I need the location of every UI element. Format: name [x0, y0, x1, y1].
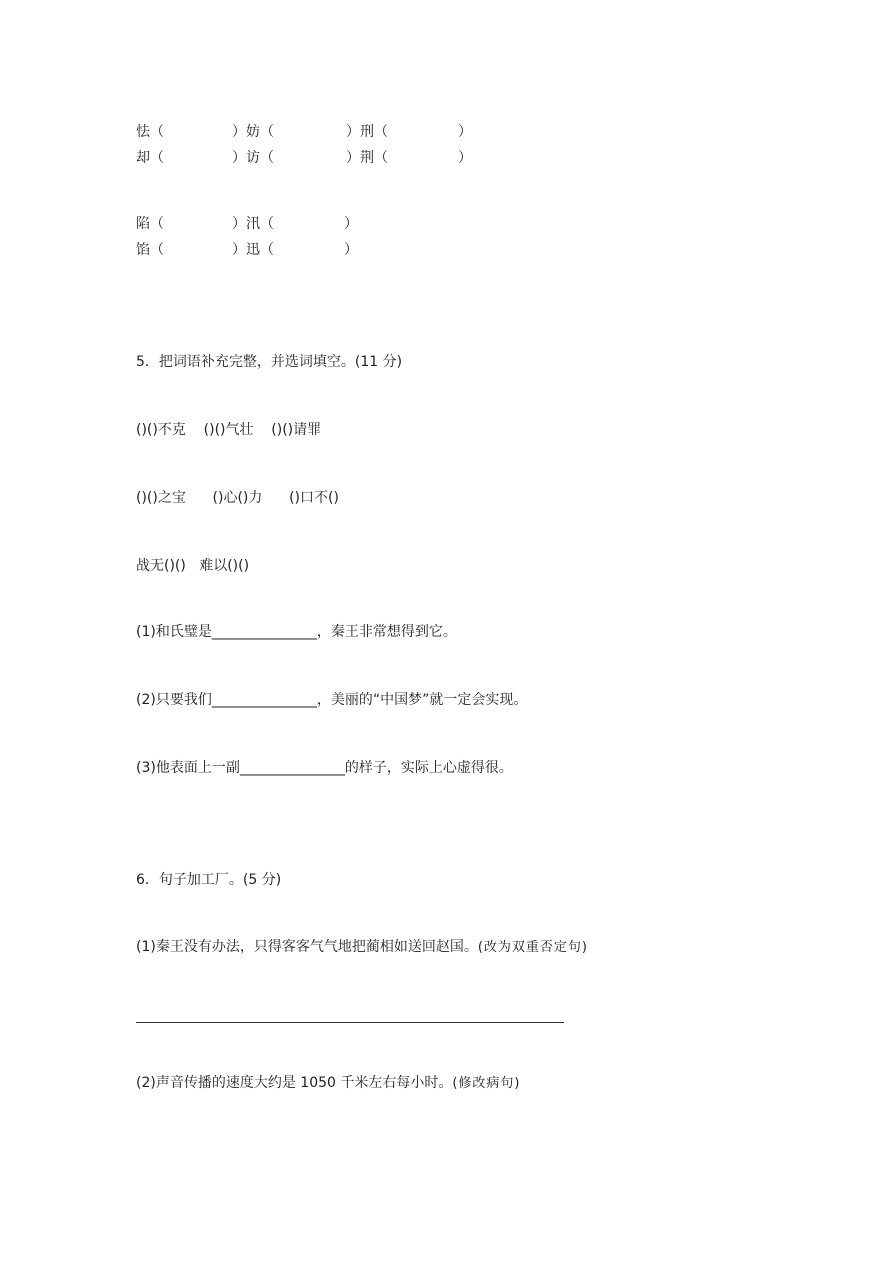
q6-item-2-text: (2)声音传播的速度大约是 1050 千米左右每小时。 [136, 1075, 453, 1091]
q5-words-line-2: ()()之宝 ()心()力 ()口不() [136, 490, 339, 506]
char-row-4 [136, 240, 536, 260]
q5-sentence-1: (1)和氏璧是_______________，秦王非常想得到它。 [136, 624, 457, 640]
q5-words-line-1: ()()不克 ()()气壮 ()()请罪 [136, 422, 322, 438]
char-blank-end: ） [458, 124, 472, 140]
char-blank-end: ） [458, 150, 472, 166]
q6-item-2 [136, 1073, 521, 1094]
char-blank-3: ）荆（ [346, 150, 388, 166]
char-blank-end: ） [344, 216, 358, 232]
char-row-3 [136, 214, 536, 234]
char-blank-1: 怯（ [136, 124, 164, 140]
q6-item-1-text: (1)秦王没有办法，只得客客气气地把蔺相如送回赵国。 [136, 939, 478, 955]
q6-title: 6．句子加工厂。(5 分) [136, 872, 282, 888]
char-blank-2: ）访（ [232, 150, 274, 166]
q6-item-2-note: (修改病句) [452, 1076, 521, 1091]
char-blank-2: ）汛（ [232, 216, 274, 232]
char-blank-1: 却（ [136, 150, 164, 166]
char-blank-1: 陷（ [136, 216, 164, 232]
q5-words-line-3: 战无()() 难以()() [136, 558, 250, 574]
char-blank-2: ）迅（ [232, 242, 274, 258]
char-blank-3: ）刑（ [346, 124, 388, 140]
char-row-1 [136, 122, 536, 142]
char-blank-1: 馅（ [136, 242, 164, 258]
char-blank-2: ）妨（ [232, 124, 274, 140]
answer-line [136, 1022, 564, 1023]
q5-sentence-2: (2)只要我们_______________，美丽的“中国梦”就一定会实现。 [136, 692, 528, 708]
char-blank-end: ） [344, 242, 358, 258]
q6-item-1-note: (改为双重否定句) [477, 940, 588, 955]
q6-item-1 [136, 937, 588, 958]
q5-title: 5．把词语补充完整，并选词填空。(11 分) [136, 354, 403, 370]
q5-sentence-3: (3)他表面上一副_______________的样子，实际上心虚得很。 [136, 760, 513, 776]
char-row-2 [136, 148, 536, 168]
